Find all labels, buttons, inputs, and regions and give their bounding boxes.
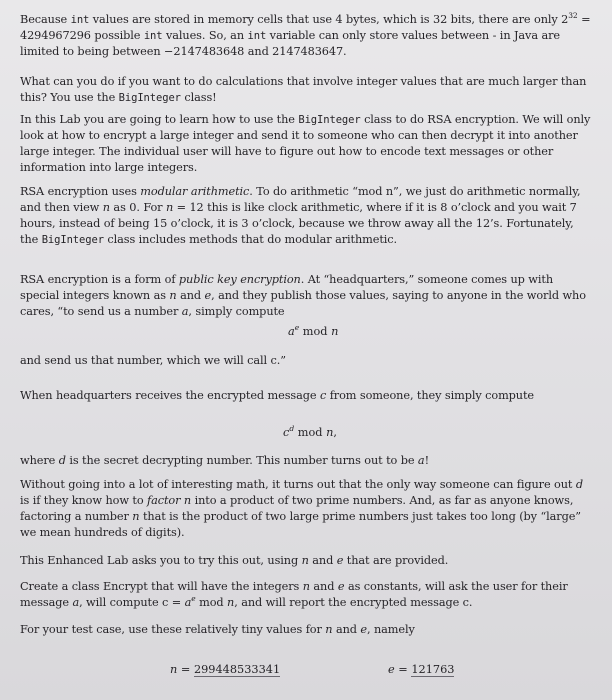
variable-n: n xyxy=(301,554,309,567)
value-e xyxy=(388,662,454,678)
text: = 4294967296 possible xyxy=(20,13,591,42)
e-value: 121763 xyxy=(411,663,455,676)
text: , and they publish those values, saying to anyone in the world who cares, “to send us a number xyxy=(20,289,586,318)
text: Create a class Encrypt that will have the integers xyxy=(20,580,303,593)
variable-e: e xyxy=(360,623,367,636)
code-biginteger: BigInteger xyxy=(41,234,104,246)
variable-d: d xyxy=(58,454,66,467)
text: When headquarters receives the encrypted message xyxy=(20,389,320,402)
text: In this Lab you are going to learn how to use the xyxy=(20,113,299,126)
paragraph-headquarters xyxy=(20,388,594,404)
text: as constants, will ask the user for their message xyxy=(20,580,568,609)
code-biginteger: BigInteger xyxy=(118,92,181,104)
eq-mod: mod xyxy=(299,325,332,338)
exponent: e xyxy=(191,594,196,604)
text: as 0. For xyxy=(109,201,166,214)
paragraph-modular-arithmetic xyxy=(20,184,594,248)
variable-n: n xyxy=(180,494,192,507)
paragraph-create-class xyxy=(20,579,594,611)
variable-n: n xyxy=(102,201,110,214)
eq-base: c xyxy=(283,426,290,439)
text: class! xyxy=(180,91,217,104)
variable-a: a xyxy=(72,596,80,609)
text: RSA encryption uses xyxy=(20,185,141,198)
text: , namely xyxy=(366,623,415,636)
text: , simply compute xyxy=(188,305,285,318)
variable-e: e xyxy=(204,289,212,302)
text: mod xyxy=(195,596,228,609)
text: What can you do if you want to do calculations that involve integer values that are much larger than this? You use the xyxy=(20,75,587,104)
text: where xyxy=(20,454,59,467)
variable-n: n xyxy=(302,580,310,593)
variable-n: n xyxy=(165,201,174,214)
text: For your test case, use these relatively tiny values for xyxy=(20,623,326,636)
variable-n: n xyxy=(169,289,177,302)
equation-decrypt xyxy=(283,425,337,441)
variable-e: e xyxy=(336,554,344,567)
equals: = xyxy=(394,663,412,676)
eq-modulus: n xyxy=(326,426,334,439)
emphasis: factor xyxy=(147,494,181,507)
text: and xyxy=(176,289,205,302)
text: from someone, they simply compute xyxy=(326,389,535,402)
variable-n: n xyxy=(227,596,235,609)
text: class includes methods that do modular arithmetic. xyxy=(103,233,398,246)
text: , will compute c = xyxy=(79,596,185,609)
code-biginteger: BigInteger xyxy=(298,114,361,126)
variable-n: n xyxy=(170,663,178,676)
eq-mod: mod xyxy=(294,426,327,439)
paragraph-factoring xyxy=(20,477,594,541)
text: values. So, an xyxy=(162,29,248,42)
paragraph-send-number xyxy=(20,353,594,369)
paragraph-public-key xyxy=(20,272,594,320)
text: ! xyxy=(424,454,430,467)
text: . At “headquarters,” someone comes up with special integers known as xyxy=(20,273,553,302)
text: class to do RSA encryption. We will only look at how to encrypt a large integer and send it to someone who can then decrypt it into another large integer. The individual user will have to figure out how to encode text messages or other information into large integers. xyxy=(20,113,591,174)
paragraph-enhanced-lab xyxy=(20,553,594,569)
code-int: int xyxy=(247,30,267,42)
variable-d: d xyxy=(575,478,584,491)
text: is if they know how to xyxy=(20,494,148,507)
paragraph-test-case xyxy=(20,622,594,638)
text: = 12 this is like clock arithmetic, where if it is 8 o’clock and you wait 7 hours, instead of being 15 o’clock, it is 3 o’clock, because we throw away all the 12’s. Fortunately, the xyxy=(20,201,577,246)
n-value: 299448533341 xyxy=(193,663,281,676)
text: and xyxy=(332,623,361,636)
eq-exponent: d xyxy=(289,424,295,434)
variable-e: e xyxy=(388,663,395,676)
text: variable can only store values between - in Java are limited to being between −2147483648 and 2147483647. xyxy=(20,29,560,58)
code-int: int xyxy=(70,14,90,26)
text: and xyxy=(309,580,338,593)
emphasis: public key encryption xyxy=(178,273,301,286)
variable-a: a xyxy=(181,305,189,318)
variable-n: n xyxy=(325,623,333,636)
text: Because xyxy=(20,13,71,26)
equation-encrypt xyxy=(288,324,338,340)
paragraph-int-range xyxy=(20,12,594,60)
variable-a: a xyxy=(417,454,425,467)
text: into a product of two prime numbers. And, as far as anyone knows, factoring a number xyxy=(20,494,574,523)
variable-a: a xyxy=(184,596,192,609)
exponent: 32 xyxy=(568,11,578,21)
text: that is the product of two large prime numbers just takes too long (by “large” we mean hundreds of digits). xyxy=(20,510,581,539)
emphasis: modular arithmetic xyxy=(140,185,250,198)
text: , and will report the encrypted message c. xyxy=(234,596,473,609)
paragraph-secret-number xyxy=(20,453,594,469)
eq-exponent: e xyxy=(294,323,300,333)
code-int: int xyxy=(143,30,163,42)
text: RSA encryption is a form of xyxy=(20,273,179,286)
variable-e: e xyxy=(337,580,345,593)
text: values are stored in memory cells that use 4 bytes, which is 32 bits, there are only 2 xyxy=(89,13,569,26)
eq-modulus: n xyxy=(331,325,339,338)
eq-comma: , xyxy=(333,426,337,439)
paragraph-lab-intro xyxy=(20,112,594,176)
text: Without going into a lot of interesting math, it turns out that the only way someone can figure out xyxy=(20,478,576,491)
text: that are provided. xyxy=(343,554,449,567)
value-n xyxy=(170,662,280,678)
text: . To do arithmetic “mod n”, we just do arithmetic normally, and then view xyxy=(20,185,581,214)
text: and send us that number, which we will call c.” xyxy=(20,354,286,367)
variable-c: c xyxy=(319,389,327,402)
eq-base: a xyxy=(288,325,295,338)
text: is the secret decrypting number. This number turns out to be xyxy=(65,454,418,467)
text: and xyxy=(308,554,337,567)
paragraph-large-values xyxy=(20,74,594,106)
equals: = xyxy=(177,663,194,676)
variable-n: n xyxy=(132,510,140,523)
text: This Enhanced Lab asks you to try this out, using xyxy=(20,554,302,567)
